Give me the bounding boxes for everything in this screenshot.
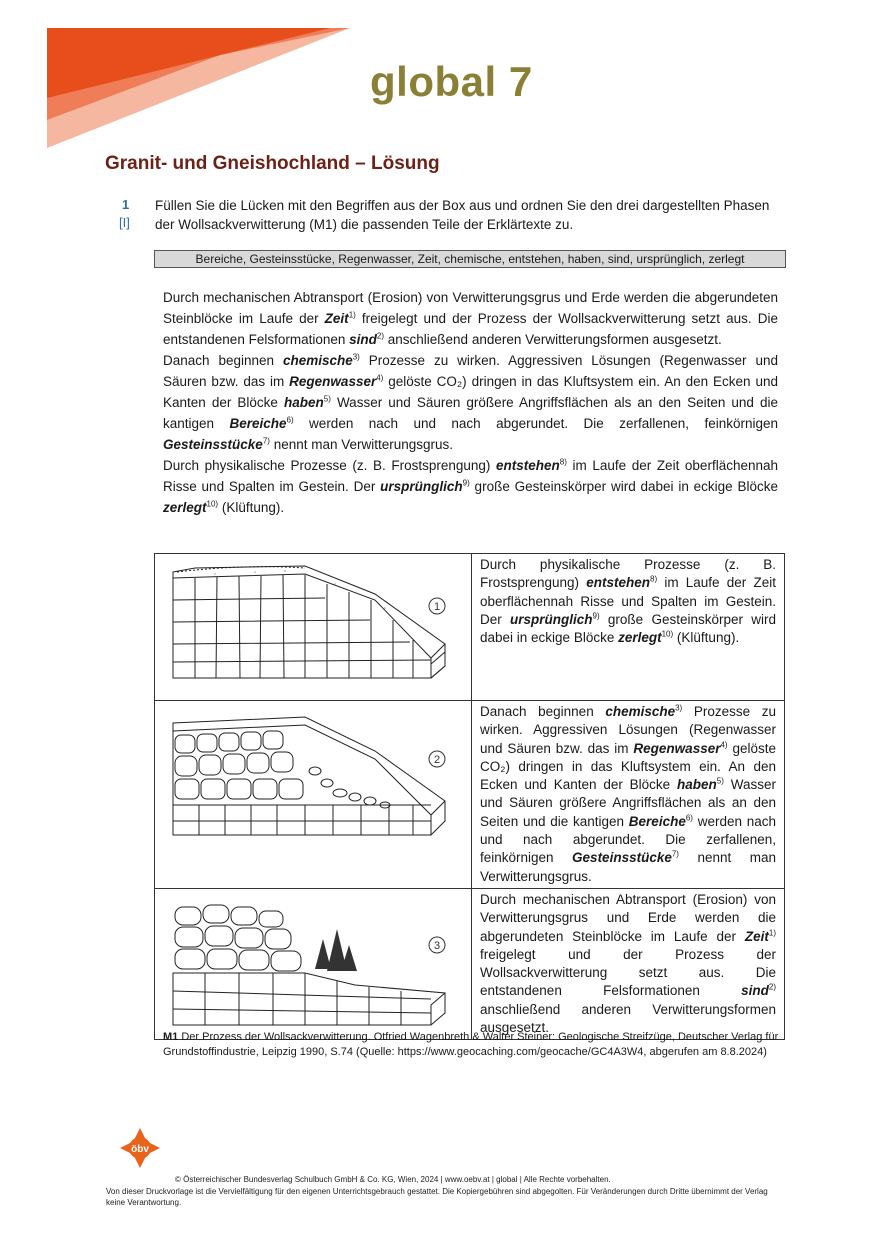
answer-word: Zeit — [324, 311, 349, 326]
paragraph-chemical — [163, 350, 778, 455]
answer-number: 3) — [675, 703, 683, 713]
paragraph-physical — [163, 455, 778, 518]
answer-word: sind — [349, 332, 377, 347]
text-segment: (Klüftung). — [218, 500, 285, 515]
answer-word: Regenwasser — [633, 740, 721, 756]
page-title: Granit- und Gneishochland – Lösung — [105, 153, 440, 174]
answer-word: sind — [741, 983, 769, 999]
paragraph-erosion — [163, 287, 778, 350]
answer-word: Gesteinsstücke — [572, 850, 672, 866]
text-segment: Danach beginnen — [163, 353, 283, 368]
table-row — [155, 888, 785, 1039]
caption-text: Der Prozess der Wollsackverwitterung. Otfried Wagenbreth & Walter Steiner: Geologische Streifzüge, Deutscher Verlag für Grundstoffindustrie, Leipzig 1990, S.74 (Quelle: https://www.geocaching.com/geocache/GC4A3W4, abgerufen am 8.8.2024) — [163, 1031, 779, 1058]
text-segment: Durch physikalische Prozesse (z. B. Frostsprengung) — [480, 557, 776, 591]
text-segment: anschließend anderen Verwitterungsformen ausgesetzt. — [480, 1001, 776, 1036]
answer-word: chemische — [282, 353, 353, 368]
text-segment: Wasser und Säuren größere Angriffsflächen als an den Seiten und die kantigen — [480, 777, 776, 829]
answer-number: 3) — [352, 352, 360, 362]
answer-word: Gesteinsstücke — [163, 437, 263, 452]
text-segment: gelöste CO₂) dringen in das Kluftsystem ein. An den Ecken und Kanten der Blöcke — [480, 740, 776, 793]
copyright-notice: © Österreichischer Bundesverlag Schulbuch GmbH & Co. KG, Wien, 2024 | www.oebv.at | global | Alle Rechte vorbehalten. — [175, 1175, 611, 1184]
text-segment: gelöste CO₂) dringen in das Kluftsystem ein. An den Ecken und Kanten der Blöcke — [163, 374, 778, 410]
phase-number: 3 — [433, 939, 441, 952]
task-level: [I] — [119, 215, 130, 230]
task-instruction: Füllen Sie die Lücken mit den Begriffen aus der Box aus und ordnen Sie den drei dargestellten Phasen der Wollsackverwitterung (M1) die passenden Teile der Erklärtexte zu. — [155, 198, 770, 232]
answer-number: 4) — [376, 373, 384, 383]
answer-word: Bereiche — [229, 416, 287, 431]
answer-word: zerlegt — [163, 500, 207, 515]
answer-number: 5) — [323, 394, 331, 404]
text-segment: Prozesse zu wirken. Aggressiven Lösungen (Regenwasser und Säuren bzw. das im — [480, 704, 776, 756]
figure-caption — [163, 1030, 783, 1060]
word-box: Bereiche, Gesteinsstücke, Regenwasser, Zeit, chemische, entstehen, haben, sind, ursprünglich, zerlegt — [154, 250, 786, 268]
phase-1-text — [472, 554, 785, 701]
text-segment: im Laufe der Zeit oberflächennah Risse und Spalten im Gestein. Der — [163, 458, 778, 494]
text-segment: Danach beginnen — [480, 704, 606, 719]
answer-number: 8) — [650, 574, 658, 584]
text-segment: werden nach und nach abgerundet. Die zerfallenen, feinkörnigen — [293, 416, 778, 431]
text-segment: im Laufe der Zeit oberflächennah Risse und Spalten im Gestein. Der — [480, 575, 776, 627]
phase-1-illustration — [155, 554, 472, 701]
text-segment: freigelegt und der Prozess der Wollsackverwitterung setzt aus. Die entstandenen Felsformationen — [480, 946, 776, 999]
task-number: 1 — [122, 197, 130, 212]
answer-number: 10) — [661, 629, 674, 639]
text-segment: werden nach und nach abgerundet. Die zerfallenen, feinkörnigen — [480, 813, 776, 866]
text-segment: nennt man Verwitterungsgrus. — [480, 850, 776, 884]
phase-3-text — [472, 888, 785, 1039]
answer-word: chemische — [605, 704, 676, 719]
phase-table — [154, 553, 785, 1040]
text-segment: (Klüftung). — [673, 630, 740, 646]
answer-number: 6) — [286, 415, 294, 425]
answer-number: 1) — [768, 928, 776, 938]
answer-word: ursprünglich — [380, 479, 463, 494]
text-segment: Durch physikalische Prozesse (z. B. Frostsprengung) — [163, 458, 496, 473]
answer-word: Zeit — [744, 928, 769, 944]
answer-word: Bereiche — [628, 813, 686, 829]
answer-number: 9) — [462, 478, 470, 488]
logo-text: öbv — [131, 1144, 149, 1155]
answer-word: ursprünglich — [510, 611, 593, 627]
text-segment: anschließend anderen Verwitterungsformen ausgesetzt. — [384, 332, 722, 347]
answer-number: 10) — [206, 499, 219, 509]
answer-number: 4) — [720, 740, 728, 750]
text-segment: große Gesteinskörper wird dabei in eckige Blöcke — [469, 479, 778, 494]
answer-number: 1) — [348, 310, 356, 320]
answer-word: Regenwasser — [289, 374, 377, 389]
text-segment: Durch mechanischen Abtransport (Erosion) von Verwitterungsgrus und Erde werden die abgerundeten Steinblöcke im Laufe der — [480, 891, 776, 944]
phase-3-illustration — [155, 888, 472, 1039]
text-segment: nennt man Verwitterungsgrus. — [269, 437, 454, 452]
table-row — [155, 554, 785, 701]
answer-number: 7) — [262, 436, 270, 446]
answer-number: 7) — [671, 849, 679, 859]
phase-number: 1 — [433, 601, 441, 613]
usage-notice: Von dieser Druckvorlage ist die Vervielfältigung für den eigenen Unterrichtsgebrauch gestattet. Die Kopiergebühren sind abgegolten. Für Veränderungen durch Dritte übernimmt der Verlag keine Verantwortung. — [106, 1187, 768, 1207]
brand-title: global 7 — [370, 58, 533, 105]
text-segment: große Gesteinskörper wird dabei in eckige Blöcke — [480, 611, 776, 646]
header-decoration — [0, 0, 360, 160]
text-segment: freigelegt und der Prozess der Wollsackverwitterung setzt aus. Die entstandenen Felsformationen — [163, 311, 778, 347]
answer-word: entstehen — [586, 575, 651, 591]
answer-number: 8) — [559, 457, 567, 467]
answer-number: 2) — [768, 982, 776, 992]
phase-2-text — [472, 701, 785, 889]
text-segment: Wasser und Säuren größere Angriffsflächen als an den Seiten und die kantigen — [163, 395, 779, 431]
solution-text — [163, 287, 778, 518]
answer-number: 2) — [376, 331, 385, 341]
answer-number: 9) — [592, 611, 600, 621]
table-row — [155, 701, 785, 889]
phase-2-illustration — [155, 701, 472, 889]
caption-label: M1 — [163, 1031, 179, 1043]
oebv-logo — [118, 1126, 162, 1170]
answer-word: entstehen — [495, 458, 560, 473]
answer-number: 6) — [685, 813, 693, 823]
answer-number: 5) — [716, 776, 724, 786]
answer-word: haben — [284, 395, 324, 410]
answer-word: haben — [677, 777, 717, 793]
answer-word: zerlegt — [618, 630, 662, 646]
text-segment: Prozesse zu wirken. Aggressiven Lösungen (Regenwasser und Säuren bzw. das im — [163, 353, 778, 389]
phase-number: 2 — [433, 754, 441, 766]
text-segment: Durch mechanischen Abtransport (Erosion) von Verwitterungsgrus und Erde werden die abgerundeten Steinblöcke im Laufe der — [163, 290, 778, 326]
